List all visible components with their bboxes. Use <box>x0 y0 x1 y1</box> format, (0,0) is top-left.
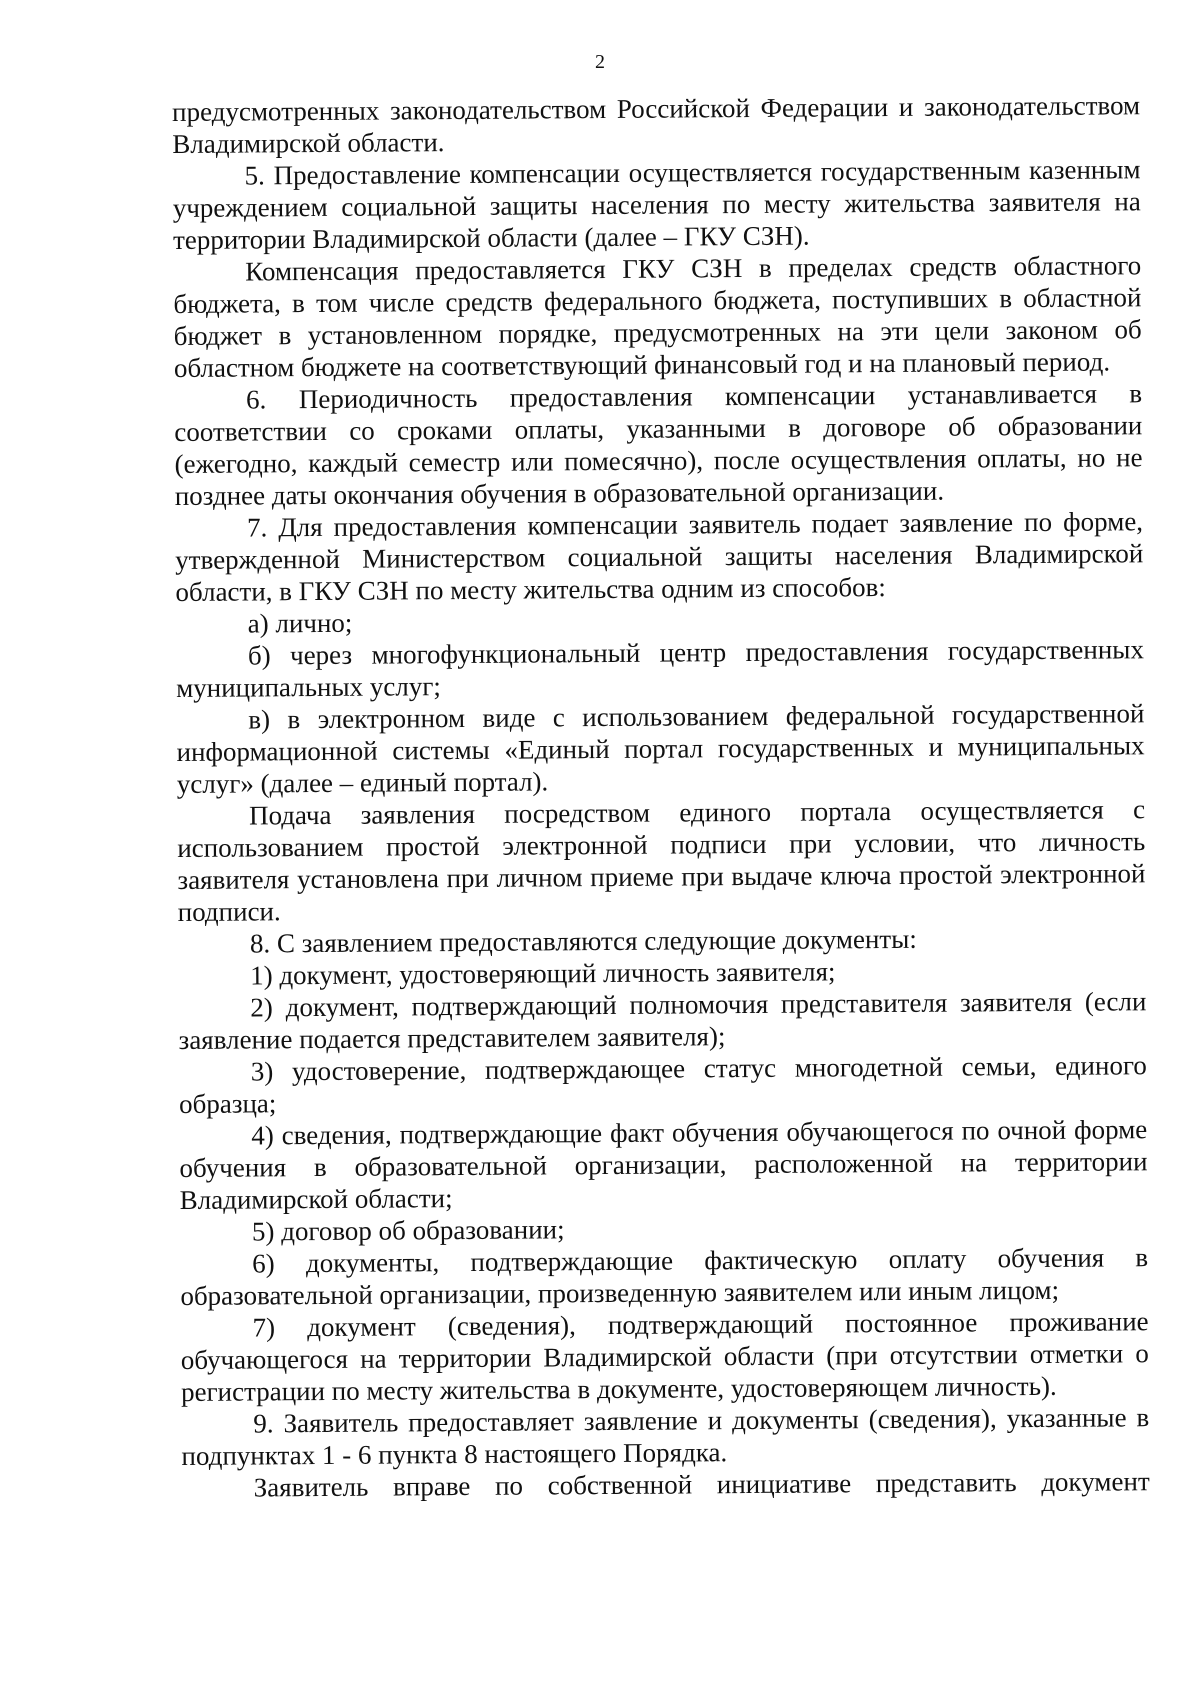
paragraph-19: Заявитель вправе по собственной инициативе представить документ <box>253 1466 1150 1503</box>
paragraph-7: б) через многофункциональный центр предоставления государственных муниципальных услуг; <box>176 634 1144 703</box>
page-number: 2 <box>595 51 605 73</box>
paragraph-17: 7) документ (сведения), подтверждающий постоянное проживание обучающегося на территории Владимирской области (при отсутствии отметки о регистрации по месту жительства в документе, удостоверяющем личность). <box>180 1306 1149 1407</box>
paragraph-13: 3) удостоверение, подтверждающее статус многодетной семьи, единого образца; <box>178 1050 1147 1119</box>
paragraph-2: 5. Предоставление компенсации осуществляется государственным казенным учреждением социальной защиты населения по месту жительства заявителя на территории Владимирской области (далее – ГКУ СЗН). <box>172 154 1141 255</box>
paragraph-6: а) лично; <box>247 607 353 639</box>
paragraph-4: 6. Периодичность предоставления компенсации устанавливается в соответствии со сроками оплаты, указанными в договоре об образовании (ежегодно, каждый семестр или помесячно), после осуществления оплаты, но не позднее даты окончания обучения в образовательной организации. <box>174 378 1143 511</box>
paragraph-8: в) в электронном виде с использованием федеральной государственной информационной системы «Единый портал государственных и муниципальных услуг» (далее – единый портал). <box>176 698 1145 799</box>
document-body <box>172 89 1150 1504</box>
paragraph-3: Компенсация предоставляется ГКУ СЗН в пределах средств областного бюджета, в том числе средств федерального бюджета, поступивших в областной бюджет в установленном порядке, предусмотренных на эти цели законом об областном бюджете на соответствующий финансовый год и на плановый период. <box>173 250 1142 383</box>
paragraph-16: 6) документы, подтверждающие фактическую оплату обучения в образовательной организации, произведенную заявителем или иным лицом; <box>180 1242 1149 1311</box>
paragraph-12: 2) документ, подтверждающий полномочия представителя заявителя (если заявление подается представителем заявителя); <box>178 986 1147 1055</box>
paragraph-1: предусмотренных законодательством Российской Федерации и законодательством Владимирской области. <box>172 90 1141 159</box>
paragraph-9: Подача заявления посредством единого портала осуществляется с использованием простой электронной подписи при условии, что личность заявителя установлена при личном приеме при выдаче ключа простой электронной подписи. <box>177 794 1146 927</box>
paragraph-15: 5) договор об образовании; <box>251 1214 565 1247</box>
paragraph-18: 9. Заявитель предоставляет заявление и документы (сведения), указанные в подпунктах 1 - 6 пункта 8 настоящего Порядка. <box>181 1402 1150 1471</box>
paragraph-10: 8. С заявлением предоставляются следующие документы: <box>249 923 917 959</box>
paragraph-11: 1) документ, удостоверяющий личность заявителя; <box>250 956 836 991</box>
paragraph-14: 4) сведения, подтверждающие факт обучения обучающегося по очной форме обучения в образовательной организации, расположенной на территории Владимирской области; <box>179 1114 1148 1215</box>
paragraph-5: 7. Для предоставления компенсации заявитель подает заявление по форме, утвержденной Министерством социальной защиты населения Владимирской области, в ГКУ СЗН по месту жительства одним из способов: <box>175 506 1144 607</box>
